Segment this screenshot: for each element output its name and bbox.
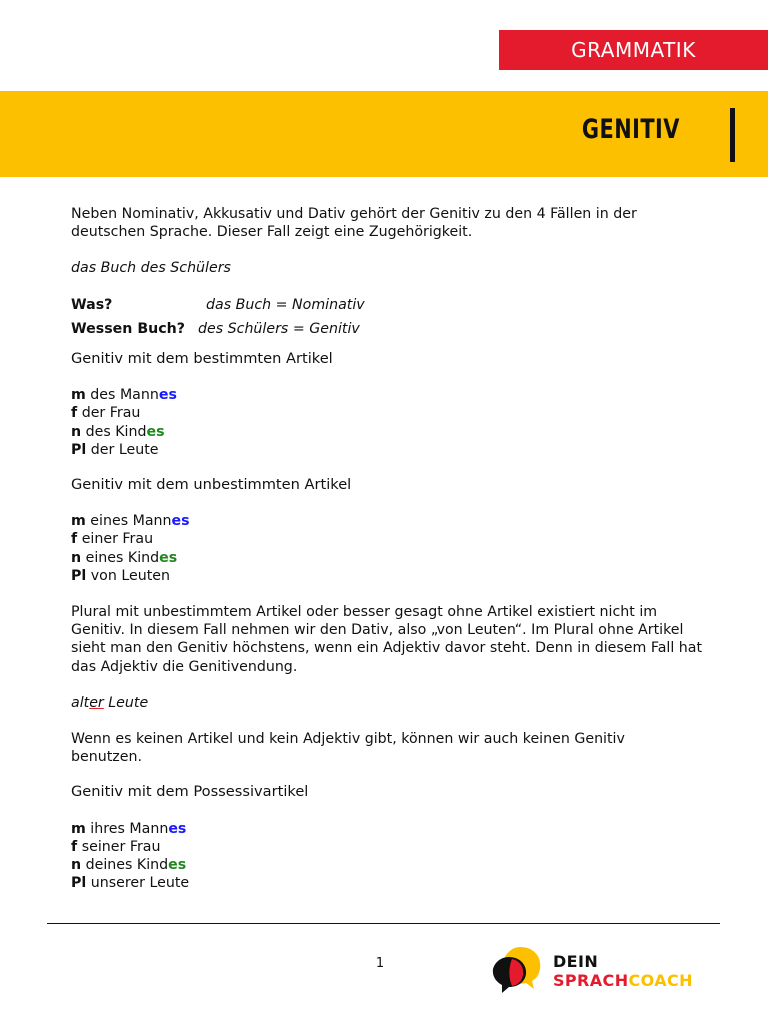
declension-row: m ihres Mannes [71, 820, 187, 837]
section-heading: Genitiv mit dem Possessivartikel [71, 783, 309, 801]
section-heading: Genitiv mit dem bestimmten Artikel [71, 350, 333, 368]
category-tag [499, 30, 768, 70]
declension-list-possessive [71, 820, 719, 893]
adjective-example: alter Leute [71, 694, 149, 711]
declension-row: f seiner Frau [71, 838, 161, 855]
paragraph-line: sieht man den Genitiv höchstens, wenn ein Adjektiv davor steht. Denn in diesem Fall hat [71, 640, 703, 657]
category-tag-label: GRAMMATIK [571, 38, 696, 62]
intro-line: Neben Nominativ, Akkusativ und Dativ gehört der Genitiv zu den 4 Fällen in der [71, 206, 637, 222]
declension-list-definite [71, 386, 719, 459]
declension-row: Pl unserer Leute [71, 875, 190, 892]
declension-row: n eines Kindes [71, 549, 178, 566]
paragraph-line: das Adjektiv die Genitivendung. [71, 658, 298, 675]
page-number: 1 [375, 956, 385, 971]
paragraph-line: Genitiv. In diesem Fall nehmen wir den Dativ, also „von Leuten“. Im Plural ohne Artikel [71, 622, 684, 639]
declension-row: Pl von Leuten [71, 567, 171, 584]
footer-divider [47, 923, 720, 924]
question-answer: das Buch = Nominativ [206, 296, 365, 313]
declension-list-indefinite [71, 512, 719, 585]
document-body [71, 205, 719, 892]
title-bar-decoration [730, 108, 735, 162]
paragraph-line: Wenn es keinen Artikel und kein Adjektiv gibt, können wir auch keinen Genitiv [71, 731, 625, 748]
brand-wordmark: DEIN SPRACHCOACH [553, 952, 693, 990]
paragraph-line: benutzen. [71, 749, 142, 766]
section-heading: Genitiv mit dem unbestimmten Artikel [71, 476, 352, 494]
question-row [71, 296, 719, 314]
declension-row: m des Mannes [71, 387, 177, 404]
declension-row: n des Kindes [71, 423, 165, 440]
question-label: Was? [71, 296, 113, 313]
declension-row: Pl der Leute [71, 441, 159, 458]
declension-row: f einer Frau [71, 531, 154, 548]
page-title: GENITIV [582, 114, 680, 145]
declension-row: m eines Mannes [71, 513, 190, 530]
declension-row: f der Frau [71, 405, 141, 422]
declension-row: n deines Kindes [71, 857, 187, 874]
paragraph-line: Plural mit unbestimmtem Artikel oder besser gesagt ohne Artikel existiert nicht im [71, 604, 658, 621]
adjective-ending: er [89, 694, 104, 711]
question-answer: des Schülers = Genitiv [198, 320, 360, 337]
intro-line: deutschen Sprache. Dieser Fall zeigt eine Zugehörigkeit. [71, 224, 473, 241]
question-label: Wessen Buch? [71, 320, 185, 337]
question-row [71, 320, 719, 338]
intro-example: das Buch des Schülers [71, 260, 231, 277]
